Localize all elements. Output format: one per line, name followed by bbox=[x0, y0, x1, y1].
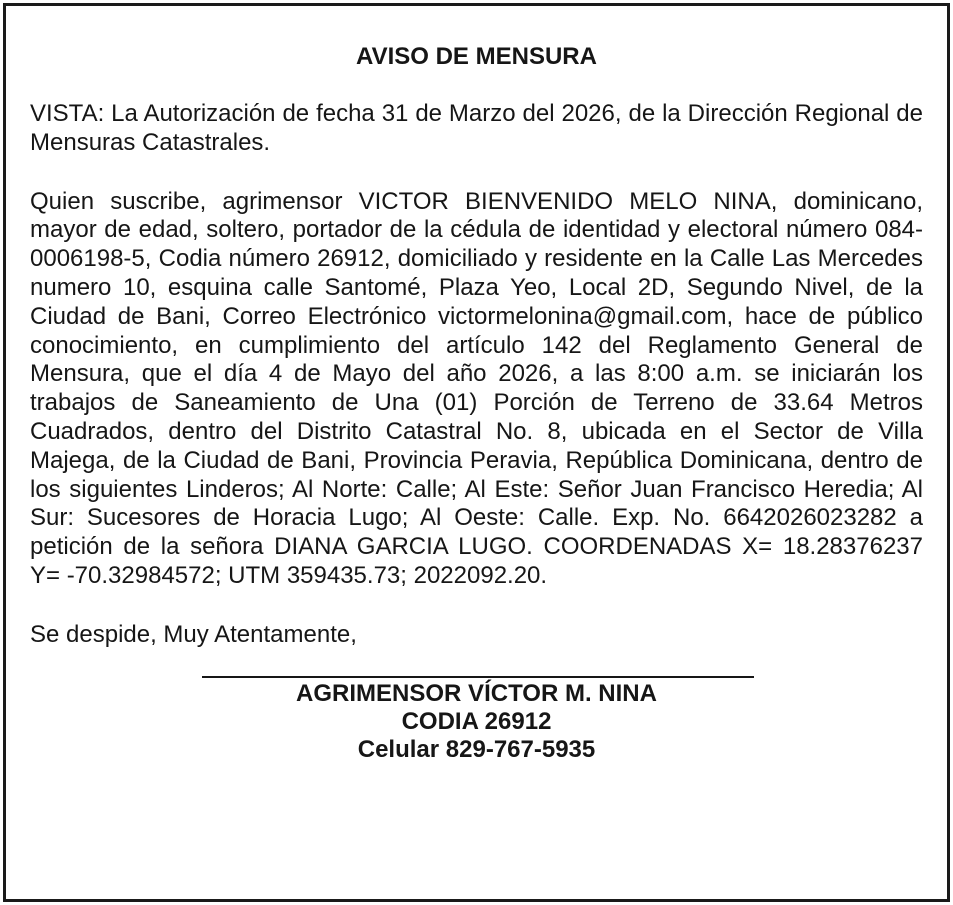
signatory-phone: Celular 829-767-5935 bbox=[357, 735, 596, 763]
signature-line bbox=[202, 676, 754, 678]
closing-line: Se despide, Muy Atentamente, bbox=[30, 620, 357, 648]
notice-content bbox=[30, 42, 923, 764]
signatory-codia: CODIA 26912 bbox=[401, 707, 552, 735]
vista-paragraph: VISTA: La Autorización de fecha 31 de Marzo del 2026, de la Dirección Regional de Mensuras Catastrales. bbox=[30, 100, 923, 156]
notice-frame bbox=[3, 3, 950, 902]
body-paragraph: Quien suscribe, agrimensor VICTOR BIENVENIDO MELO NINA, dominicano, mayor de edad, soltero, portador de la cédula de identidad y electoral número 084-0006198-5, Codia número 26912, domiciliado y residente en la Calle Las Mercedes numero 10, esquina calle Santomé, Plaza Yeo, Local 2D, Segundo Nivel, de la Ciudad de Bani, Correo Electrónico victormelonina@gmail.com, hace de público conocimiento, en cumplimiento del artículo 142 del Reglamento General de Mensura, que el día 4 de Mayo del año 2026, a las 8:00 a.m. se iniciarán los trabajos de Saneamiento de Una (01) Porción de Terreno de 33.64 Metros Cuadrados, dentro del Distrito Catastral No. 8, ubicada en el Sector de Villa Majega, de la Ciudad de Bani, Provincia Peravia, República Dominicana, dentro de los siguientes Linderos; Al Norte: Calle; Al Este: Señor Juan Francisco Heredia; Al Sur: Sucesores de Horacia Lugo; Al Oeste: Calle. Exp. No. 6642026023282 a petición de la señora DIANA GARCIA LUGO. COORDENADAS X= 18.28376237 Y= -70.32984572; UTM 359435.73; 2022092.20. bbox=[30, 187, 923, 589]
notice-title: AVISO DE MENSURA bbox=[356, 43, 597, 70]
signatory-name: AGRIMENSOR VÍCTOR M. NINA bbox=[296, 679, 657, 707]
